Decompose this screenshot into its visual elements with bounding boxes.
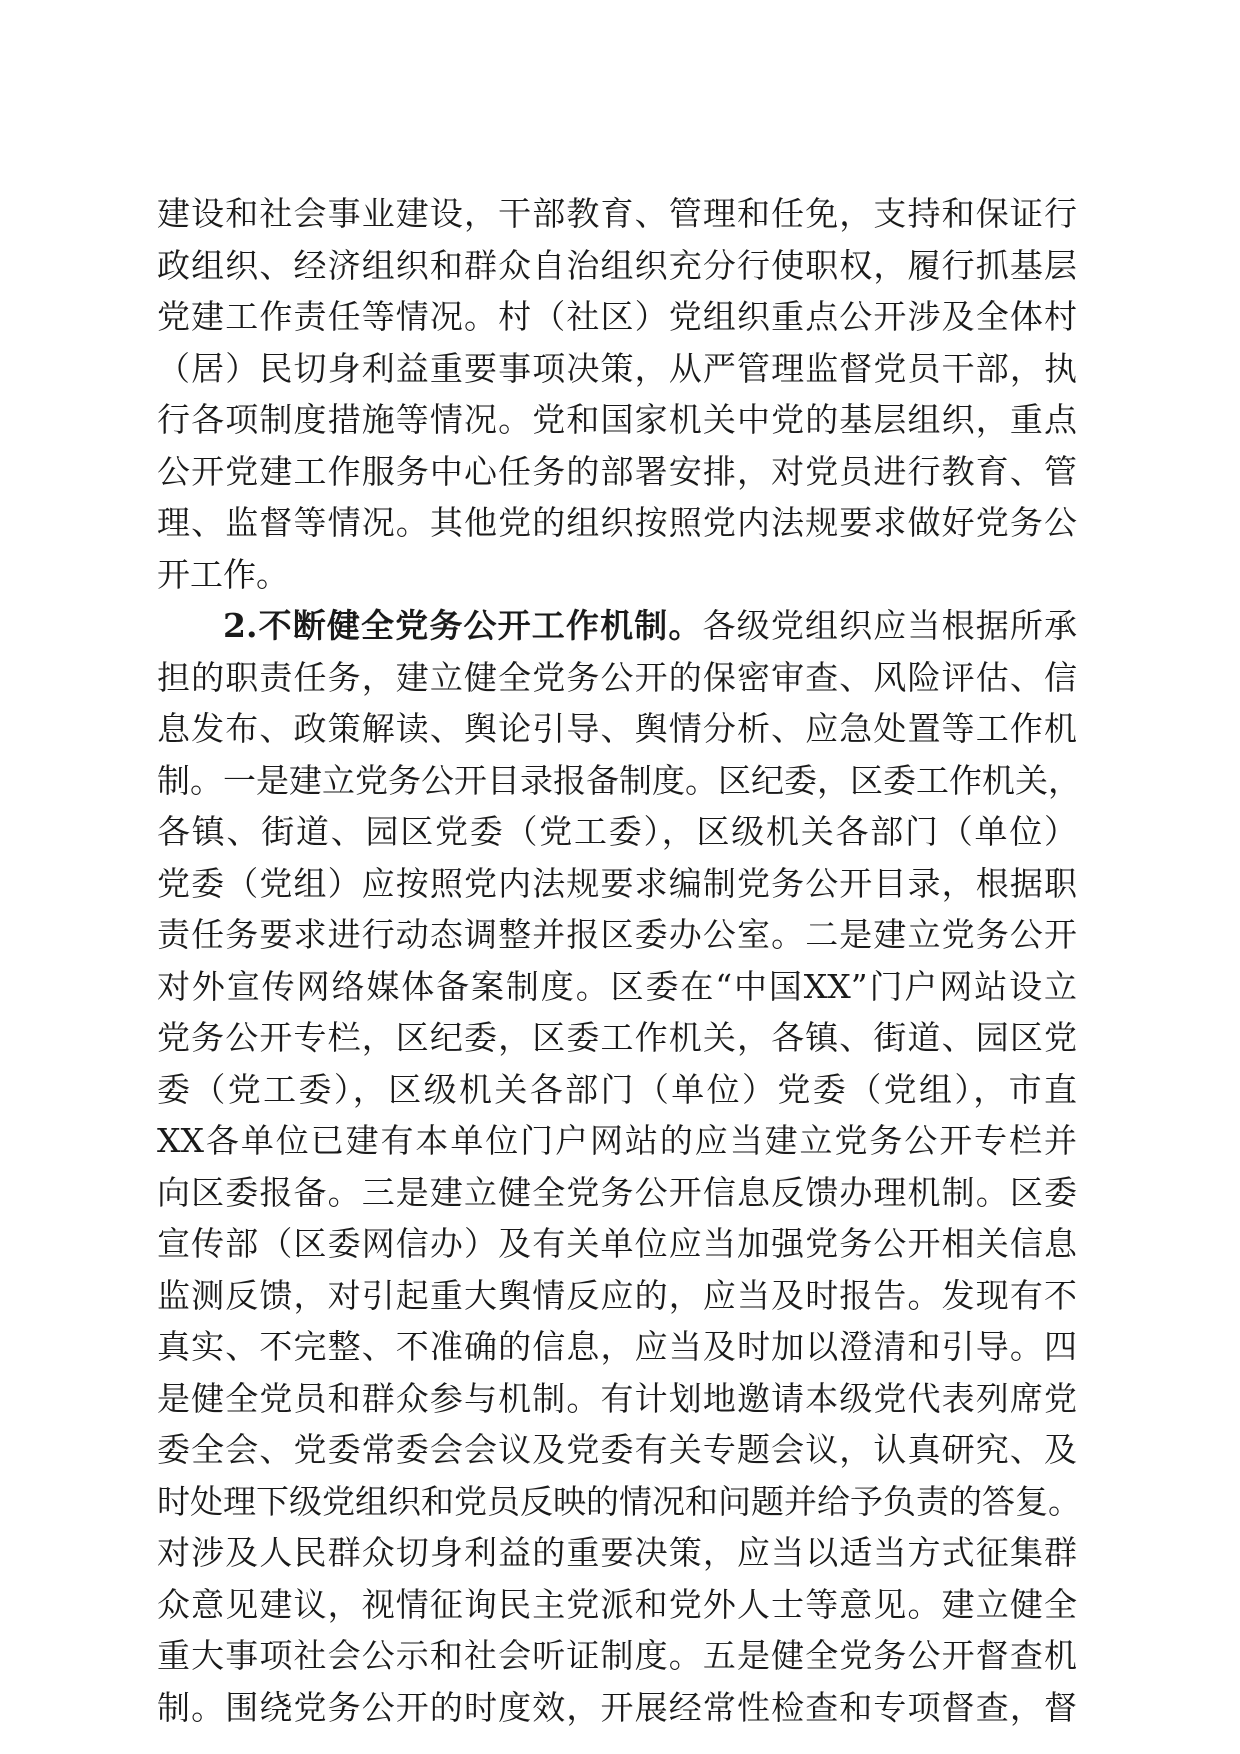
text-line: 监测反馈，对引起重大舆情反应的，应当及时报告。发现有不 [157,1275,1077,1315]
text-line: （居）民切身利益重要事项决策，从严管理监督党员干部，执 [157,348,1077,388]
text-line: 开工作。 [157,554,289,594]
text-line: 担的职责任务，建立健全党务公开的保密审查、风险评估、信 [157,657,1077,697]
paragraph-2 [157,600,1081,1733]
text-line: 息发布、政策解读、舆论引导、舆情分析、应急处置等工作机 [157,709,1077,748]
paragraph-1 [157,188,1077,600]
section-heading: 2.不断健全党务公开工作机制。 [223,606,703,645]
text-line: 是健全党员和群众参与机制。有计划地邀请本级党代表列席党 [157,1378,1077,1418]
text-line: 众意见建议，视情征询民主党派和党外人士等意见。建立健全 [157,1584,1077,1624]
text-line: 真实、不完整、不准确的信息，应当及时加以澄清和引导。四 [157,1327,1077,1366]
text-line: 建设和社会事业建设，干部教育、管理和任免，支持和保证行 [157,194,1077,233]
text-line: 各镇、街道、园区党委（党工委），区级机关各部门（单位） [157,812,1077,851]
text-line: XX各单位已建有本单位门户网站的应当建立党务公开专栏并 [157,1121,1077,1160]
heading-continuation: 各级党组织应当根据所承 [702,606,1078,645]
text-line: 重大事项社会公示和社会听证制度。五是健全党务公开督查机 [157,1636,1077,1675]
text-line: 党建工作责任等情况。村（社区）党组织重点公开涉及全体村 [157,297,1077,336]
text-line: 对外宣传网络媒体备案制度。区委在“中国XX”门户网站设立 [157,966,1077,1006]
text-line: 制。围绕党务公开的时度效，开展经常性检查和专项督查，督 [157,1687,1077,1727]
text-line: 责任务要求进行动态调整并报区委办公室。二是建立党务公开 [157,915,1077,954]
text-line: 对涉及人民群众切身利益的重要决策，应当以适当方式征集群 [157,1533,1077,1572]
text-line: 政组织、经济组织和群众自治组织充分行使职权，履行抓基层 [157,245,1077,285]
text-line: 时处理下级党组织和党员反映的情况和问题并给予负责的答复。 [157,1481,1081,1521]
text-line [157,600,1077,652]
body-text [157,188,1081,1733]
text-line: 理、监督等情况。其他党的组织按照党内法规要求做好党务公 [157,503,1077,542]
text-line: 行各项制度措施等情况。党和国家机关中党的基层组织，重点 [157,400,1077,439]
text-line: 宣传部（区委网信办）及有关单位应当加强党务公开相关信息 [157,1224,1077,1263]
text-line: 委（党工委），区级机关各部门（单位）党委（党组），市直 [157,1069,1077,1109]
text-line: 党委（党组）应按照党内法规要求编制党务公开目录，根据职 [157,863,1077,903]
text-line: 党务公开专栏，区纪委，区委工作机关，各镇、街道、园区党 [157,1018,1077,1057]
text-line: 制。一是建立党务公开目录报备制度。区纪委，区委工作机关， [157,760,1081,800]
text-line: 公开党建工作服务中心任务的部署安排，对党员进行教育、管 [157,451,1077,491]
text-line: 向区委报备。三是建立健全党务公开信息反馈办理机制。区委 [157,1172,1077,1212]
text-line: 委全会、党委常委会会议及党委有关专题会议，认真研究、及 [157,1430,1077,1469]
